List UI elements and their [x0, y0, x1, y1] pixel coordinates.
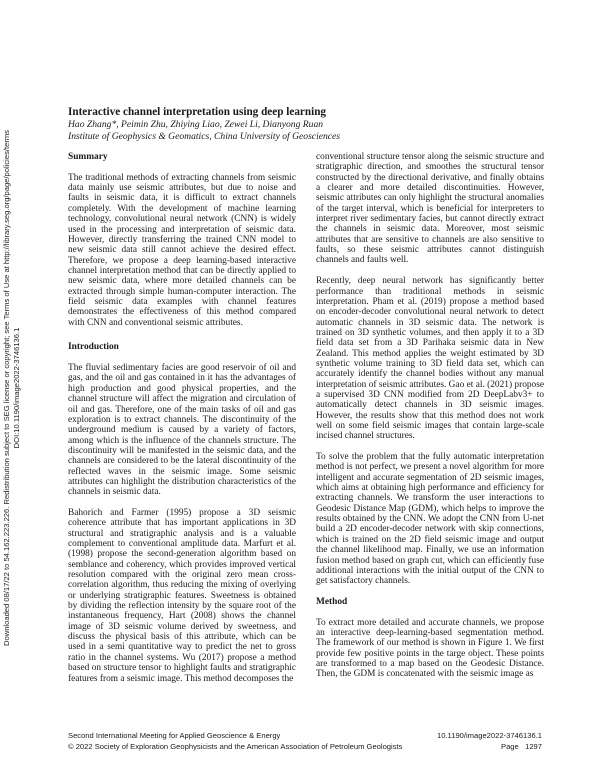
body-paragraph-1: conventional structure tensor along the seismic structure and stratigraphic direction, and smoothes the structural tensor constructed by the directional derivative, and finally obtains a clearer and more detailed discontinuities. However, seismic attributes can only highlight the structural anomalies of the target interval, which is beneficial for interpreters to interpret river sedimentary facies, but cannot directly extract the channels in seismic data. Moreover, most seismic attributes that are sensitive to channels are also sensitive to faults, so these seismic attributes cannot distinguish channels and faults well.: [316, 152, 544, 266]
footer-right: [437, 730, 542, 752]
right-column: [316, 152, 544, 690]
authors: Hao Zhang*, Peimin Zhu, Zhiying Liao, Zewei Li, Dianyong Ruan: [68, 119, 324, 130]
page-number-line: [437, 741, 542, 752]
page-number: 1297: [525, 742, 542, 751]
summary-paragraph: The traditional methods of extracting channels from seismic data mainly use seismic attributes, but due to noise and faults in seismic data, it is difficult to extract channels completely. With the development of machine learning technology, convolutional neural network (CNN) is widely used in the processing and interpretation of seismic data. However, directly transferring the trained CNN model to new seismic data still cannot achieve the desired effect. Therefore, we propose a deep learning-based interactive channel interpretation method that can be directly applied to new seismic data, where more detailed channels can be extracted through simple human-computer interaction. The field seismic data examples with channel features demonstrates the effectiveness of this method compared with CNN and conventional seismic attributes.: [68, 172, 296, 328]
footer-meeting: Second International Meeting for Applied Geoscience & Energy: [68, 731, 281, 740]
body-paragraph-2: Recently, deep neural network has significantly better performance than traditional methods in seismic interpretation. Pham et al. (2019) propose a method based on encoder-decoder convolutional neural network to detect automatic channels in 3D seismic data. The network is trained on 3D synthetic volumes, and then apply it to a 3D field data set from a 3D Parihaka seismic data in New Zealand. This method applies the weight estimated by 3D synthetic volume training to 3D field data set, which can accurately identify the channel bodies without any manual interpretation of seismic attributes. Gao et al. (2021) propose a supervised 3D CNN modified from 2D DeepLabv3+ to automatically detect channels in 3D seismic images. However, the results show that this method does not work well on some field seismic images that contain large-scale incised channel structures.: [316, 276, 544, 442]
method-paragraph-1: To extract more detailed and accurate channels, we propose an interactive deep-learning-based segmentation method. The framework of our method is shown in Figure 1. We first provide few positive points in the targe object. These points are transformed to a map based on the Geodesic Distance. Then, the GDM is concatenated with the seismic image as: [316, 617, 544, 680]
paper-title: Interactive channel interpretation using deep learning: [68, 106, 327, 118]
method-heading: Method: [316, 596, 348, 607]
page-label: Page: [501, 742, 519, 751]
affiliation: Institute of Geophysics & Geomatics, China University of Geosciences: [68, 131, 341, 142]
download-margin-note: [2, 0, 22, 776]
left-column: [68, 152, 296, 694]
introduction-heading: Introduction: [68, 342, 119, 353]
margin-doi: DOI:10.1190/image2022-3746136.1: [11, 327, 21, 449]
download-notice: Downloaded 08/17/22 to 54.162.223.226. Redistribution subject to SEG license or copyright; see Terms of Use at http://library.seg.org/page/policies/terms: [2, 130, 11, 646]
summary-heading: Summary: [68, 152, 108, 162]
intro-paragraph-2: Bahorich and Farmer (1995) propose a 3D seismic coherence attribute that has important applications in 3D structural and stratigraphic analysis and is a valuable complement to conventional amplitude data. Marfurt et al. (1998) propose the second-generation algorithm based on semblance and coherency, which provides improved vertical resolution compared with the original zero mean cross-correlation algorithm, thus reducing the mixing of overlying or underlying stratigraphic features. Sweetness is obtained by dividing the reflection intensity by the square root of the instantaneous frequency, Hart (2008) shows the channel image of 3D seismic volume derived by sweetness, and discuss the physical basis of this attribute, which can be used in a semi quantitative way to predict the net to gross ratio in the channel systems. Wu (2017) propose a method based on structure tensor to highlight faults and stratigraphic features from a seismic image. This method decomposes the: [68, 508, 296, 684]
intro-paragraph-1: The fluvial sedimentary facies are good reservoir of oil and gas, and the oil and gas contained in it has the advantages of high production and good physical properties, and the channel structure will affect the migration and circulation of oil and gas. Therefore, one of the main tasks of oil and gas exploration is to extract channels. The discontinuity of the underground medium is caused by a variety of factors, among which is the influence of the channels structure. The discontinuity will be manifested in the seismic data, and the channels are considered to be the lateral discontinuity of the reflected waves in the seismic image. Some seismic attributes can highlight the distribution characteristics of the channels in seismic data.: [68, 363, 296, 498]
footer-doi: 10.1190/image2022-3746136.1: [437, 731, 542, 740]
body-paragraph-3: To solve the problem that the fully automatic interpretation method is not perfect, we present a novel algorithm for more intelligent and accurate segmentation of 2D seismic images, which aims at obtaining high performance and efficiency for extracting channels. We transform the user interactions to Geodesic Distance Map (GDM), which helps to improve the results obtained by the CNN. We adopt the CNN from U-net build a 2D encoder-decoder network with skip connections, which is trained on the 2D field seismic image and output the channel likelihood map. Finally, we use an information fusion method based on graph cut, which can efficiently fuse additional interactions with the initial output of the CNN to get satisfactory channels.: [316, 452, 544, 587]
footer-copyright: © 2022 Society of Exploration Geophysicists and the American Association of Petroleum Geologists: [68, 742, 403, 751]
footer-left: [68, 730, 402, 752]
